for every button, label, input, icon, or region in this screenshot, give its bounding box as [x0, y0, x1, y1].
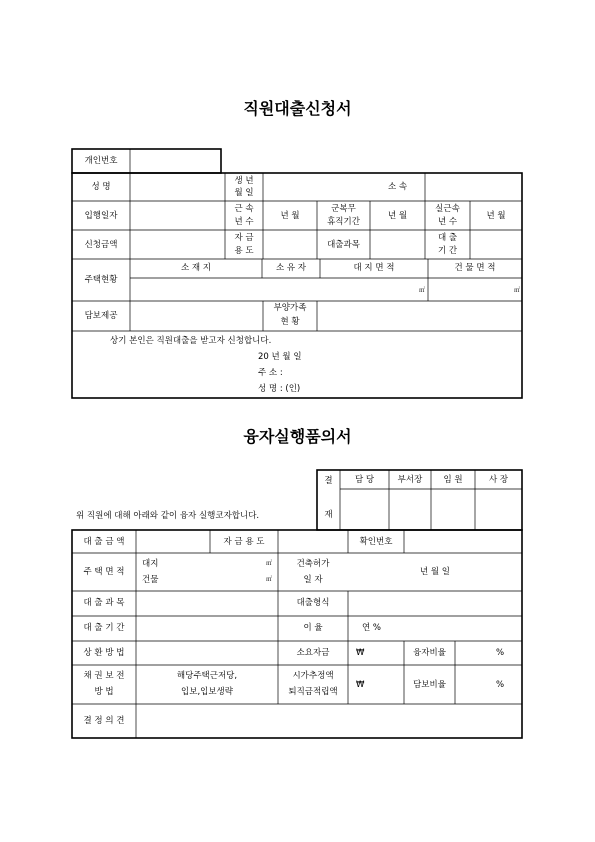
service-years-label-2: 년 수 — [234, 217, 254, 227]
housing-area-label: 주 택 면 적 — [83, 567, 125, 577]
estimated-label-1: 시가추정액 — [292, 671, 334, 681]
required-fund-label: 소요자금 — [296, 648, 330, 658]
approval-word-1: 결 — [324, 476, 333, 486]
housing-label: 주택현황 — [84, 275, 118, 285]
role-president: 사 장 — [488, 475, 509, 485]
application-title: 직원대출신청서 — [243, 99, 352, 118]
dependents-label-1: 부양가족 — [273, 303, 307, 313]
interest-value: 연 % — [362, 623, 381, 633]
collateral-label: 담보제공 — [84, 311, 118, 321]
declaration-text: 상기 본인은 직원대출을 받고자 신청합니다. — [110, 336, 272, 346]
build-permit-label-1: 건축허가 — [296, 559, 330, 569]
land-area-label: 대 지 면 적 — [353, 263, 395, 273]
approval-title: 융자실행품의서 — [243, 427, 352, 446]
loan-period-label: 대 출 기 간 — [83, 623, 125, 633]
military-label-1: 군복무 — [331, 204, 356, 214]
actual-service-label-1: 실근속 — [435, 204, 460, 214]
amount-label: 신청금액 — [84, 240, 118, 250]
fund-use-label-2: 용 도 — [234, 246, 254, 256]
role-staff: 담 당 — [354, 475, 375, 485]
fund-use-label-1: 자 금 — [234, 233, 254, 243]
financing-ratio-percent: % — [496, 648, 505, 658]
date-line: 20 년 월 일 — [258, 352, 302, 362]
permit-date: 년 월 일 — [419, 567, 451, 577]
estimated-won: ₩ — [356, 680, 365, 690]
dept-label: 소 속 — [387, 182, 408, 192]
loan-period-label-2: 기 간 — [437, 246, 458, 256]
role-dept-head: 부서장 — [397, 475, 423, 485]
confirm-no-label: 확인번호 — [359, 537, 393, 547]
collateral-ratio-percent: % — [496, 680, 505, 690]
security-value-2: 입보,입보생략 — [181, 687, 233, 697]
loan-subject-label: 대출과목 — [327, 240, 360, 250]
service-years-label-1: 근 속 — [234, 204, 254, 214]
signature-line: 성 명 : (인) — [258, 384, 301, 394]
decision-label: 결 정 의 견 — [83, 716, 125, 726]
building-sqm: ㎡ — [265, 576, 272, 583]
name-label: 성 명 — [91, 182, 111, 192]
interest-label: 이 율 — [303, 623, 323, 633]
birth-label-2: 월 일 — [234, 188, 254, 198]
collateral-ratio-label: 담보비율 — [413, 680, 446, 690]
repayment-label: 상 환 방 법 — [83, 648, 125, 658]
role-executive: 임 원 — [443, 475, 463, 485]
approval-word-2: 재 — [324, 510, 333, 520]
security-value-1: 해당주택근저당, — [176, 671, 238, 681]
service-year-month: 년 월 — [280, 211, 300, 221]
fund-use-label: 자 금 용 도 — [223, 537, 265, 547]
financing-ratio-label: 융자비율 — [413, 648, 446, 658]
security-method-label-2: 방 법 — [94, 687, 114, 697]
loan-amount-label: 대 출 금 액 — [83, 537, 125, 547]
security-method-label-1: 채 권 보 전 — [83, 671, 125, 681]
actual-year-month: 년 월 — [486, 211, 506, 221]
estimated-label-2: 퇴직금적립액 — [288, 687, 338, 697]
building-area-label: 건 물 면 적 — [454, 263, 496, 273]
building-label: 건물 — [142, 575, 159, 585]
location-label: 소 재 지 — [180, 263, 212, 273]
build-permit-label-2: 일 자 — [303, 575, 323, 585]
land-sqm: ㎡ — [265, 560, 272, 567]
loan-subject-label: 대 출 과 목 — [83, 598, 125, 608]
military-year-month: 년 월 — [387, 211, 408, 221]
birth-label-1: 생 년 — [234, 176, 254, 186]
building-sqm-unit: ㎡ — [513, 287, 520, 294]
address-line: 주 소 : — [258, 368, 283, 378]
approval-notice: 위 직원에 대해 아래와 같이 융자 실행코자합니다. — [76, 511, 260, 521]
actual-service-label-2: 년 수 — [437, 217, 458, 227]
owner-label: 소 유 자 — [275, 263, 307, 273]
join-date-label: 입행일자 — [84, 211, 118, 221]
required-fund-won: ₩ — [356, 648, 365, 658]
dependents-label-2: 현 황 — [280, 317, 300, 327]
land-label: 대지 — [142, 559, 159, 569]
military-label-2: 휴직기간 — [327, 217, 360, 227]
loan-period-label-1: 대 출 — [437, 233, 458, 243]
personal-no-label: 개인번호 — [84, 156, 118, 166]
loan-form-label: 대출형식 — [296, 598, 330, 608]
land-sqm-unit: ㎡ — [418, 287, 425, 294]
